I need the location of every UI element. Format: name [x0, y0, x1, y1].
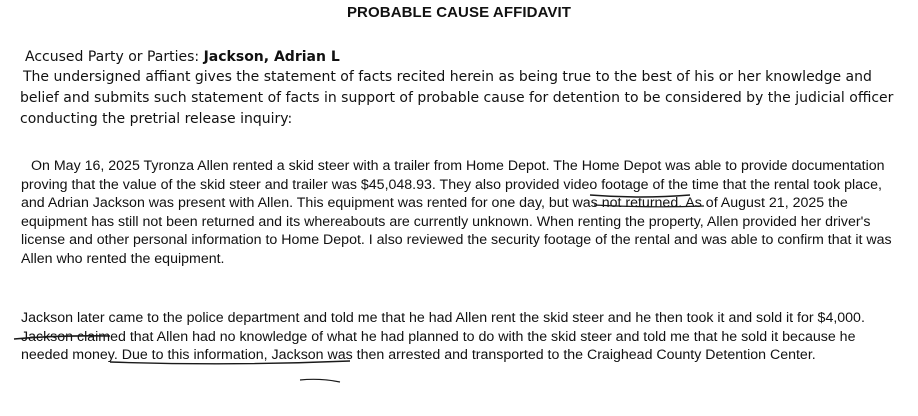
accused-party-line [25, 47, 340, 67]
facts-paragraph-2: Jackson later came to the police department and told me that he had Allen rent the skid steer and he then took it and sold it for $4,000. Jackson claimed that Allen had no knowledge of what he had planned to do with the skid steer and told me that he sold it because he needed money. Due to this information, Jackson was then arrested and transported to the Craighead County Detention Center. [21, 310, 865, 364]
affiant-statement: The undersigned affiant gives the statement of facts recited herein as being true to the best of his or her knowledge and belief and submits such statement of facts in support of probable cause for detention to be considered by the judicial officer conducting the pretrial release inquiry: [20, 69, 894, 127]
accused-name: Jackson, Adrian L [203, 49, 340, 65]
accused-label: Accused Party or Parties: [25, 49, 204, 65]
document-title: PROBABLE CAUSE AFFIDAVIT [346, 4, 572, 21]
facts-paragraph-1: On May 16, 2025 Tyronza Allen rented a skid steer with a trailer from Home Depot. The Home Depot was able to provide documentation proving that the value of the skid steer and trailer was $45,048.93. They also provided video footage of the time that the rental took place, and Adrian Jackson was present with Allen. This equipment was rented for one day, but was not returned. As of August 21, 2025 the equipment has still not been returned and its whereabouts are currently unknown. When renting the property, Allen provided her driver's license and other personal information to Home Depot. I also reviewed the security footage of the rental and was able to confirm that it was Allen who rented the equipment. [21, 158, 892, 267]
underline-detention-mark [300, 379, 340, 382]
